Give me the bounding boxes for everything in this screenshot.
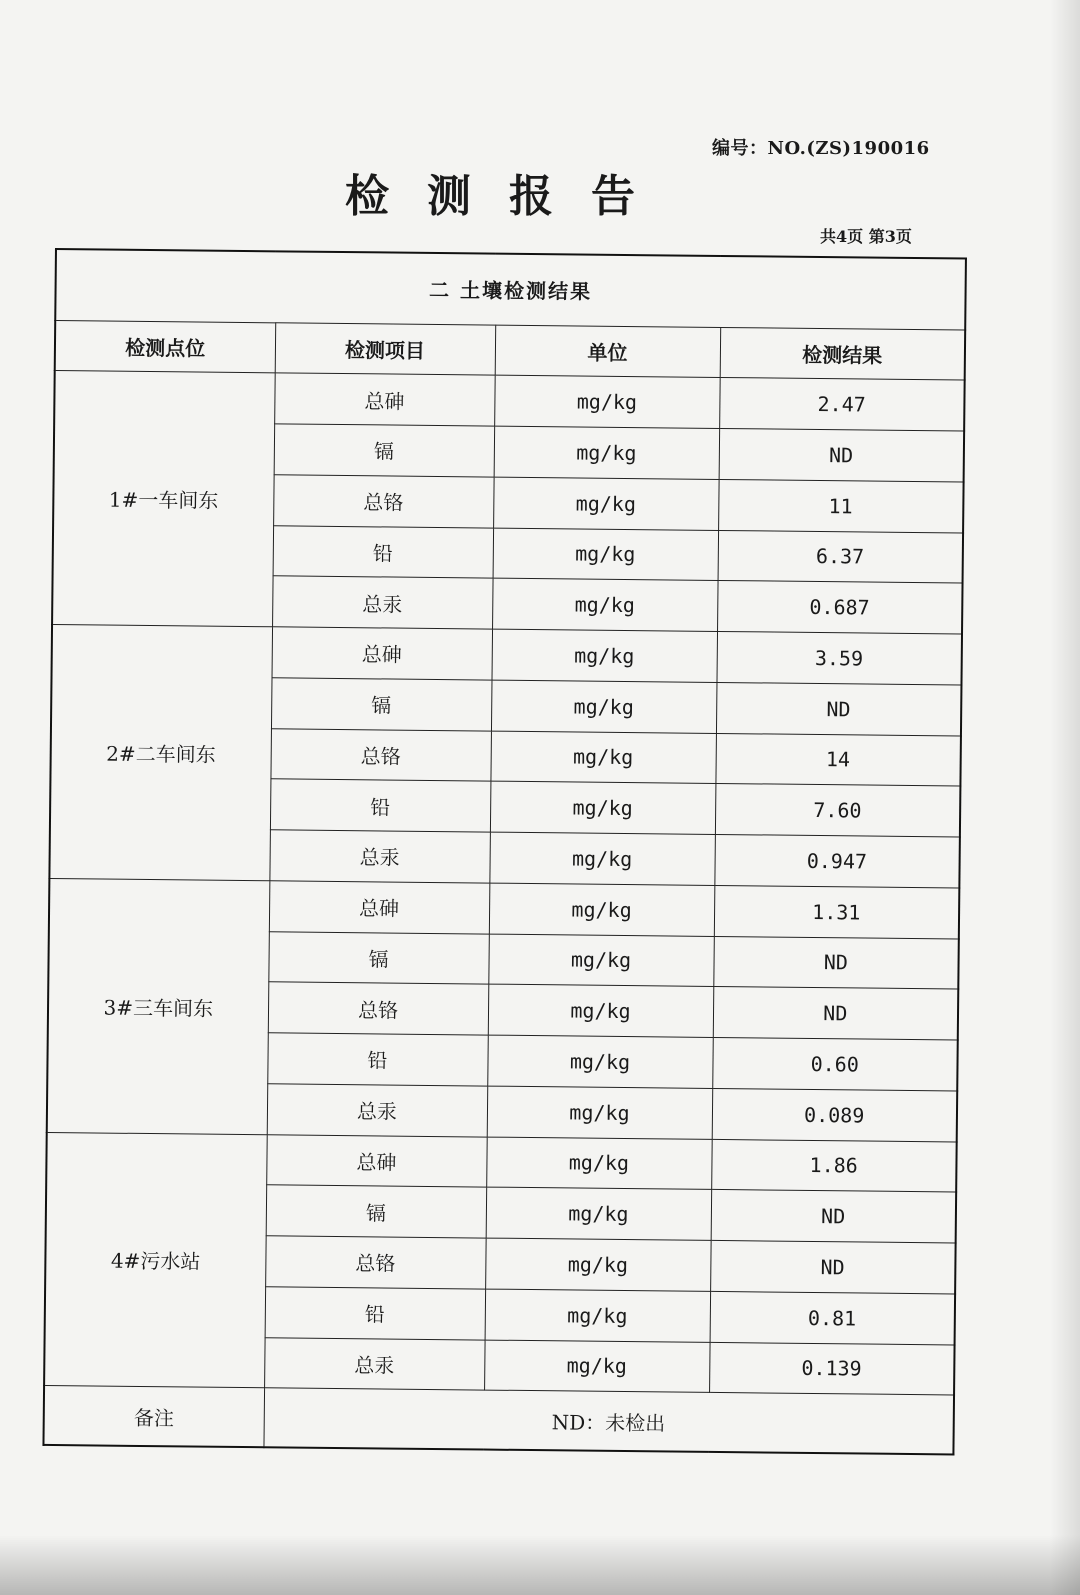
page-bottom-shadow — [0, 1535, 1080, 1595]
result-cell: 0.139 — [709, 1342, 955, 1395]
result-cell: 3.59 — [716, 632, 962, 685]
result-cell: 0.687 — [717, 581, 963, 634]
item-cell: 镉 — [266, 1185, 487, 1238]
unit-cell: mg/kg — [489, 883, 715, 936]
unit-cell: mg/kg — [487, 1086, 713, 1139]
result-cell: ND — [711, 1190, 957, 1243]
item-cell: 总铬 — [268, 982, 489, 1035]
unit-cell: mg/kg — [494, 375, 720, 428]
column-header-unit: 单位 — [495, 325, 721, 378]
item-cell: 总砷 — [266, 1134, 487, 1187]
soil-results-table — [42, 248, 967, 1455]
unit-cell: mg/kg — [485, 1289, 711, 1342]
results-table-body — [43, 249, 966, 1454]
item-cell: 总汞 — [267, 1084, 488, 1137]
unit-cell: mg/kg — [484, 1340, 710, 1393]
unit-cell: mg/kg — [488, 934, 714, 987]
item-cell: 总砷 — [274, 373, 495, 426]
table-row — [49, 878, 960, 938]
site-cell: 2#二车间东 — [49, 625, 272, 881]
table-row — [52, 625, 963, 685]
unit-cell: mg/kg — [493, 528, 719, 581]
result-cell: 11 — [718, 479, 964, 532]
result-cell: ND — [713, 936, 959, 989]
item-cell: 镉 — [268, 931, 489, 984]
remarks-label: 备注 — [43, 1386, 264, 1447]
result-cell: 0.60 — [712, 1037, 958, 1090]
item-cell: 总铬 — [265, 1236, 486, 1289]
item-cell: 总砷 — [269, 881, 490, 934]
column-header-item: 检测项目 — [275, 322, 496, 375]
unit-cell: mg/kg — [487, 1035, 713, 1088]
result-cell: ND — [716, 682, 962, 735]
results-table-frame — [42, 248, 964, 1455]
result-cell: ND — [713, 987, 959, 1040]
result-cell: 0.947 — [714, 835, 960, 888]
unit-cell: mg/kg — [490, 731, 716, 784]
item-cell: 总铬 — [273, 475, 494, 528]
result-cell: 7.60 — [715, 784, 961, 837]
item-cell: 铅 — [265, 1287, 486, 1340]
site-cell: 3#三车间东 — [47, 878, 270, 1134]
item-cell: 铅 — [270, 779, 491, 832]
item-cell: 总铬 — [270, 728, 491, 781]
result-cell: 2.47 — [719, 378, 965, 431]
report-number: 编号：NO.(ZS)190016 — [712, 138, 930, 159]
item-cell: 总汞 — [269, 830, 490, 883]
table-row — [54, 371, 965, 431]
site-cell: 1#一车间东 — [52, 371, 275, 627]
unit-cell: mg/kg — [488, 984, 714, 1037]
result-cell: ND — [719, 429, 965, 482]
report-title: 检测报告 — [345, 171, 673, 222]
unit-cell: mg/kg — [489, 832, 715, 885]
column-header-site: 检测点位 — [55, 320, 276, 373]
site-cell: 4#污水站 — [44, 1132, 267, 1388]
column-header-result: 检测结果 — [720, 327, 966, 380]
section-title: 二 土壤检测结果 — [55, 249, 966, 330]
result-cell: 0.81 — [710, 1291, 956, 1344]
item-cell: 总汞 — [272, 576, 493, 629]
result-cell: 1.31 — [714, 885, 960, 938]
result-cell: 1.86 — [711, 1139, 957, 1192]
page-indicator: 共4页 第3页 — [820, 227, 912, 246]
unit-cell: mg/kg — [491, 680, 717, 733]
unit-cell: mg/kg — [486, 1187, 712, 1240]
result-cell: 0.089 — [712, 1088, 958, 1141]
item-cell: 总汞 — [264, 1337, 485, 1390]
page-edge-shadow — [1050, 0, 1080, 1595]
result-cell: ND — [710, 1240, 956, 1293]
item-cell: 镉 — [274, 424, 495, 477]
unit-cell: mg/kg — [493, 477, 719, 530]
item-cell: 铅 — [267, 1033, 488, 1086]
section-title-row — [55, 249, 966, 330]
remarks-text: ND：未检出 — [263, 1388, 954, 1454]
result-cell: 14 — [715, 733, 961, 786]
item-cell: 铅 — [273, 525, 494, 578]
item-cell: 总砷 — [272, 627, 493, 680]
unit-cell: mg/kg — [486, 1137, 712, 1190]
unit-cell: mg/kg — [492, 629, 718, 682]
unit-cell: mg/kg — [492, 578, 718, 631]
unit-cell: mg/kg — [490, 781, 716, 834]
table-row — [46, 1132, 957, 1192]
result-cell: 6.37 — [718, 530, 964, 583]
unit-cell: mg/kg — [485, 1238, 711, 1291]
unit-cell: mg/kg — [494, 426, 720, 479]
item-cell: 镉 — [271, 678, 492, 731]
remarks-row — [43, 1386, 954, 1455]
